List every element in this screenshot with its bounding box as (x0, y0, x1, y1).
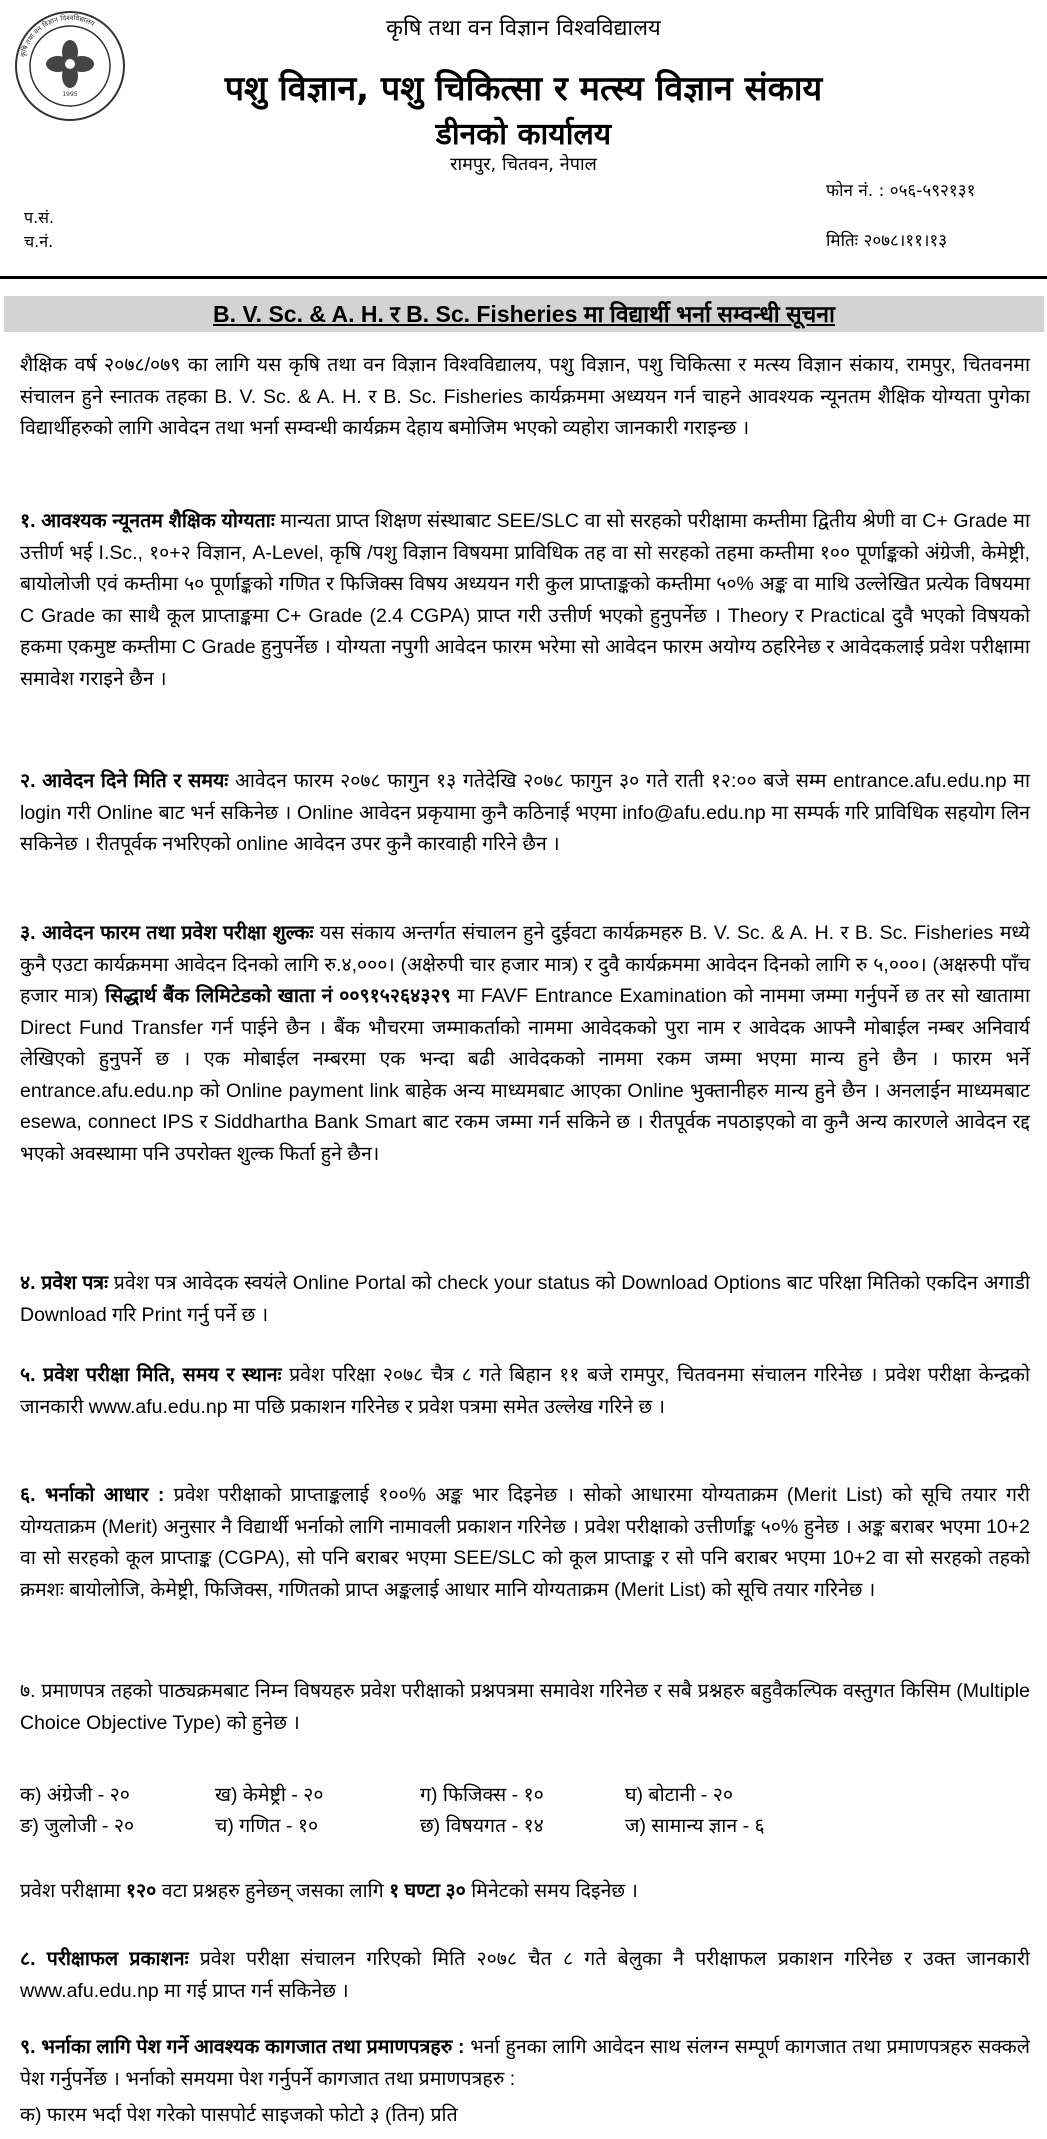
logo-arc-text: कृषि तथा वन विज्ञान विश्वविद्यालय (18, 13, 96, 58)
dispatch-number-label: च.नं. (24, 232, 54, 251)
section-4-heading: ४. प्रवेश पत्रः (20, 1272, 109, 1294)
questions-text-a: प्रवेश परीक्षामा (20, 1880, 126, 1902)
exam-duration: १ घण्टा ३० (389, 1880, 466, 1902)
svg-text:1995: 1995 (62, 91, 78, 98)
subject-general-knowledge: ज) सामान्य ज्ञान - ६ (625, 1815, 765, 1837)
subject-marks-table (20, 1780, 1030, 1842)
questions-text-b: वटा प्रश्नहरु हुनेछन् जसका लागि (156, 1880, 390, 1902)
question-count: १२० (125, 1880, 157, 1902)
section-2 (20, 766, 1030, 861)
section-3-text-a: यस संकाय अन्तर्गत संचालन हुने दुईवटा कार्यक्रमहरु B. V. Sc. & A. H. र B. Sc. Fisheries मध्ये कुनै एउटा कार्यक्रममा आवेदन दिनको लागि रु.४,०००। (अक्षेरुपी चार हजार मात्र) र दुवै कार्यक्रममा आवेदन दिनको लागि रु ५,०००। (अक्षरुपी पाँच हजार मात्र) (20, 922, 1030, 1007)
section-5-heading: ५. प्रवेश परीक्षा मिति, समय र स्थानः (20, 1364, 282, 1386)
faculty-name: पशु विज्ञान, पशु चिकित्सा र मत्स्य विज्ञान संकाय (224, 69, 823, 109)
question-count-line (20, 1876, 1030, 1908)
section-5 (20, 1360, 1030, 1423)
office-name: डीनको कार्यालय (435, 117, 612, 152)
section-4 (20, 1268, 1030, 1331)
section-6-text: प्रवेश परीक्षाको प्राप्ताङ्कलाई १००% अङ्क भार दिइनेछ । सोको आधारमा योग्यताक्रम (Merit List) को सूचि तयार गरी योग्यताक्रम (Merit) अनुसार नै विद्यार्थी भर्नाको लागि नामावली प्रकाशन गरिनेछ । प्रवेश परीक्षाको उत्तीर्णाङ्क ५०% हुनेछ । अङ्क बराबर भएमा 10+2 वा सो सरहको कूल प्राप्ताङ्क (CGPA), सो पनि बराबर भएमा SEE/SLC को कूल प्राप्ताङ्क र सो पनि बराबर भएमा 10+2 वा सो सरहको तहको क्रमशः बायोलोजि, केमेष्ट्री, फिजिक्स, गणितको प्राप्त अङ्कलाई आधार मानि योग्यताक्रम (Merit List) को सूचि तयार गरिनेछ । (20, 1484, 1030, 1601)
section-1-heading: १. आवश्यक न्यूनतम शैक्षिक योग्यताः (20, 510, 275, 532)
intro-paragraph: शैक्षिक वर्ष २०७८/०७९ का लागि यस कृषि तथा वन विज्ञान विश्वविद्यालय, पशु विज्ञान, पशु चिकित्सा र मत्स्य विज्ञान संकाय, रामपुर, चितवनमा संचालन हुने स्नातक तहका B. V. Sc. & A. H. र B. Sc. Fisheries कार्यक्रममा अध्ययन गर्न चाहने आवश्यक न्यूनतम शैक्षिक योग्यता पुगेका विद्यार्थीहरुको लागि आवेदन तथा भर्ना सम्वन्धी कार्यक्रम देहाय बमोजिम भएको व्यहोरा जानकारी गराइन्छ । (20, 354, 1030, 439)
university-name: कृषि तथा वन विज्ञान विश्वविद्यालय (386, 16, 661, 41)
section-3 (20, 918, 1030, 1170)
section-4-text: प्रवेश पत्र आवेदक स्वयंले Online Portal को check your status को Download Options बाट परिक्षा मितिको एकदिन अगाडी Download गरि Print गर्नु पर्ने छ । (20, 1272, 1031, 1326)
phone-number: फोन नं. : ०५६-५९२१३१ (826, 181, 976, 201)
section-3-heading: ३. आवेदन फारम तथा प्रवेश परीक्षा शुल्कः (20, 922, 314, 944)
section-6 (20, 1480, 1030, 1606)
section-8-heading: ८. परीक्षाफल प्रकाशनः (20, 1948, 189, 1970)
section-9-text: भर्ना हुनका लागि आवेदन साथ संलग्न सम्पूर्ण कागजात तथा प्रमाणपत्रहरु सक्कले पेश गर्नुपर्नेछ । भर्नाको समयमा पेश गर्नुपर्ने कागजात तथा प्रमाणपत्रहरु : (20, 2036, 1031, 2090)
questions-text-c: मिनेटको समय दिइनेछ । (465, 1880, 638, 1902)
section-7 (20, 1676, 1030, 1739)
section-5-text: प्रवेश परिक्षा २०७८ चैत्र ८ गते बिहान ११ बजे रामपुर, चितवनमा संचालन गरिनेछ । प्रवेश परीक्षा केन्द्रको जानकारी www.afu.edu.np मा पछि प्रकाशन गरिनेछ र प्रवेश पत्रमा समेत उल्लेख गरिने छ । (20, 1364, 1030, 1418)
document-list-item-1: क) फारम भर्दा पेश गरेको पासपोर्ट साइजको फोटो ३ (तिन) प्रति (20, 2104, 458, 2126)
section-6-heading: ६. भर्नाको आधार : (20, 1484, 165, 1506)
section-9 (20, 2032, 1030, 2095)
section-7-text: ७. प्रमाणपत्र तहको पाठ्यक्रमबाट निम्न विषयहरु प्रवेश परीक्षाको प्रश्नपत्रमा समावेश गरिनेछ र सबै प्रश्नहरु बहुवैकल्पिक वस्तुगत किसिम (Multiple Choice Objective Type) को हुनेछ । (20, 1680, 1030, 1734)
address: रामपुर, चितवन, नेपाल (450, 154, 597, 175)
ref-number-label: प.सं. (24, 208, 55, 227)
notice-title: B. V. Sc. & A. H. र B. Sc. Fisheries मा विद्यार्थी भर्ना सम्वन्धी सूचना (213, 301, 835, 327)
section-2-heading: २. आवेदन दिने मिति र समयः (20, 770, 229, 792)
subject-english: क) अंग्रेजी - २० (20, 1784, 130, 1806)
subject-row (20, 1780, 1030, 1811)
section-8 (20, 1944, 1030, 2007)
subject-math: च) गणित - १० (215, 1815, 319, 1837)
subject-zoology: ङ) जुलोजी - २० (20, 1815, 135, 1837)
section-8-text: प्रवेश परीक्षा संचालन गरिएको मिति २०७८ चैत ८ गते बेलुका नै परीक्षाफल प्रकाशन गरिनेछ र उक्त जानकारी www.afu.edu.np मा गई प्राप्त गर्न सकिनेछ । (20, 1948, 1030, 2002)
notice-title-bar (4, 296, 1044, 332)
section-1-text: मान्यता प्राप्त शिक्षण संस्थाबाट SEE/SLC वा सो सरहको परीक्षामा कम्तीमा द्वितीय श्रेणी वा C+ Grade मा उत्तीर्ण भई I.Sc., १०+२ विज्ञान, A-Level, कृषि /पशु विज्ञान विषयमा प्राविधिक तह वा सो सरहको तहमा कम्तीमा १०० पूर्णाङ्कको अंग्रेजी, केमेष्ट्री, बायोलोजी एवं कम्तीमा ५० पूर्णाङ्कको गणित र फिजिक्स विषय अध्ययन गरी कुल प्राप्ताङ्कको कम्तीमा ५०% अङ्क वा माथि उल्लेखित प्रत्येक विषयमा C Grade का साथै कूल प्राप्ताङ्कमा C+ Grade (2.4 CGPA) प्राप्त गरी उत्तीर्ण भएको हुनुपर्नेछ । Theory र Practical दुवै भएको विषयको हकमा एकमुष्ट कम्तीमा C Grade हुनुपर्नेछ । योग्यता नपुगी आवेदन फारम भरेमा सो आवेदन फारम अयोग्य ठहरिनेछ र आवेदकलाई प्रवेश परीक्षामा समावेश गराइने छैन । (20, 510, 1030, 690)
subject-row (20, 1811, 1030, 1842)
subject-botany: घ) बोटानी - २० (625, 1784, 733, 1806)
section-2-text: आवेदन फारम २०७८ फागुन १३ गतेदेखि २०७८ फागुन ३० गते राती १२:०० बजे सम्म entrance.afu.edu.np मा login गरी Online बाट भर्न सकिनेछ । Online आवेदन प्रकृयामा कुनै कठिनाई भएमा info@afu.edu.np मा सम्पर्क गरि प्राविधिक सहयोग लिन सकिनेछ । रीतपूर्वक नभरिएको online आवेदन उपर कुनै कारवाही गरिने छैन । (20, 770, 1030, 855)
header-divider (0, 276, 1047, 279)
subject-chemistry: ख) केमेष्ट्री - २० (215, 1784, 324, 1806)
bank-account: सिद्धार्थ बैंक लिमिटेडको खाता नं ००९१५२६४३२९ (105, 985, 451, 1007)
section-1 (20, 506, 1030, 695)
section-9-heading: ९. भर्नाका लागि पेश गर्ने आवश्यक कागजात तथा प्रमाणपत्रहरु : (20, 2036, 465, 2058)
section-3-text-b: मा FAVF Entrance Examination को नाममा जम्मा गर्नुपर्ने छ तर सो खातामा Direct Fund Transfer गर्न पाईने छैन । बैंक भौचरमा जम्माकर्ताको नाममा आवेदकको पुरा नाम र आवेदक आफ्नै मोबाईल नम्बर अनिवार्य लेखिएको हुनुपर्ने छ । एक मोबाईल नम्बरमा एक भन्दा बढी आवेदकको नाममा रकम जम्मा भएमा मान्य हुने छैन । फारम भर्ने entrance.afu.edu.np को Online payment link बाहेक अन्य माध्यमबाट आएका Online भुक्तानीहरु मान्य हुने छैन । अनलाईन माध्यमबाट esewa, connect IPS र Siddhartha Bank Smart बाट रकम जम्मा गर्न सकिने छ । रीतपूर्वक नपठाइएको वा कुनै अन्य कारणले आवेदन रद्द भएको अवस्थामा पनि उपरोक्त शुल्क फिर्ता हुने छैन। (20, 985, 1030, 1165)
subject-subject-specific: छ) विषयगत - १४ (420, 1815, 544, 1837)
subject-physics: ग) फिजिक्स - १० (420, 1784, 544, 1806)
notice-date: मितिः २०७८।११।१३ (826, 231, 948, 251)
